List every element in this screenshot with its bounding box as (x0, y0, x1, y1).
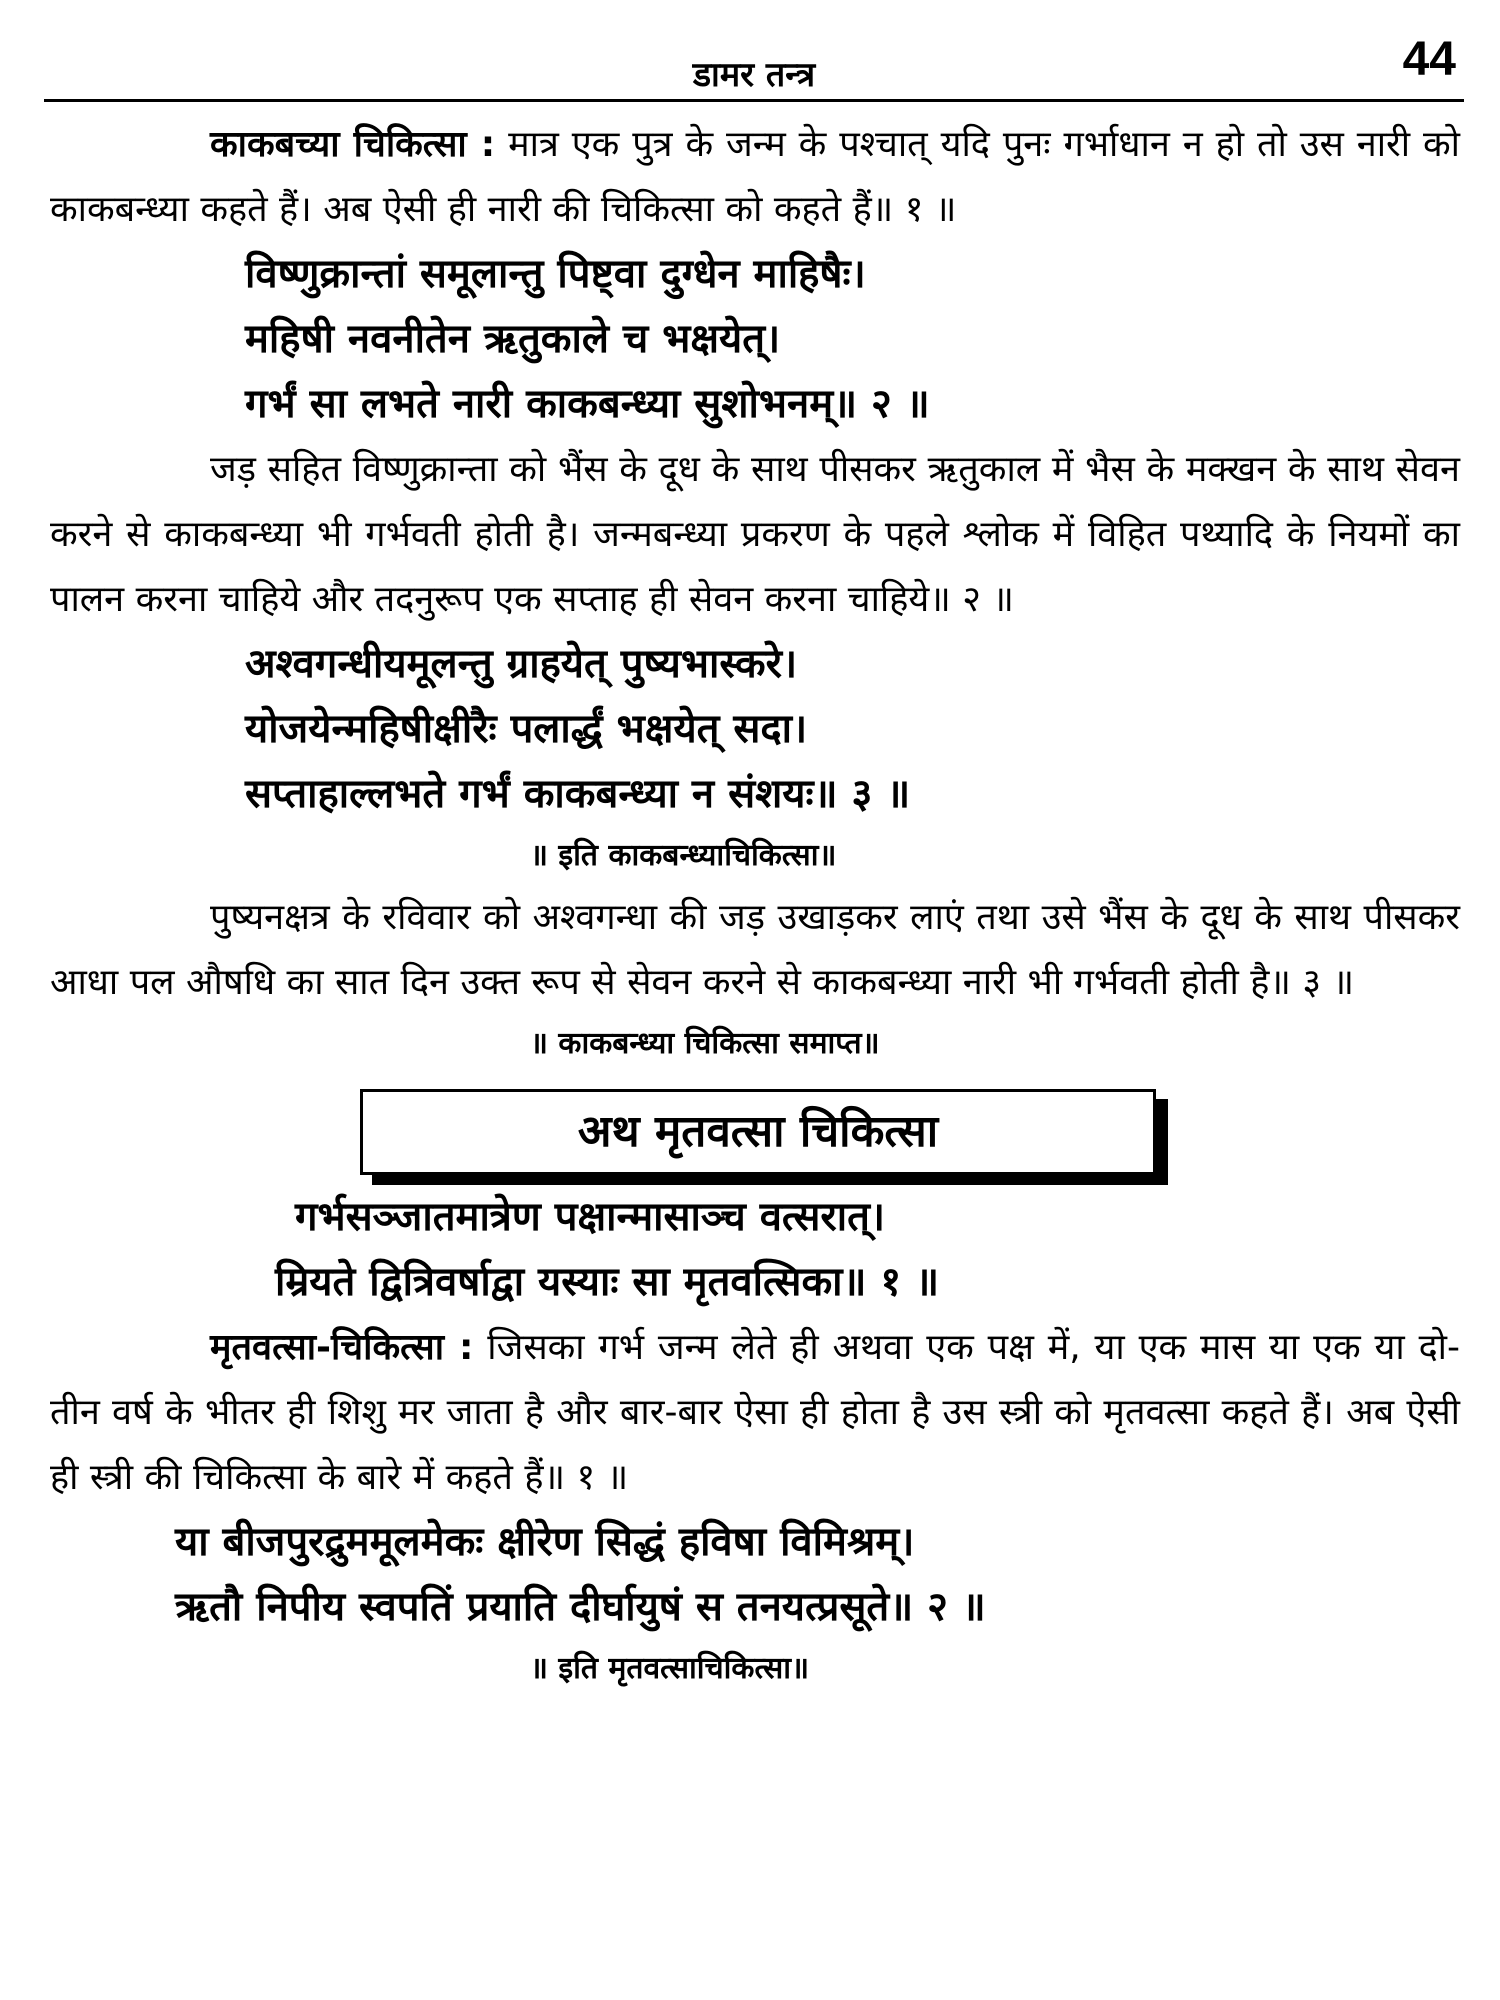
verse-line: अश्वगन्धीयमूलन्तु ग्राहयेत् पुष्यभास्करे। (245, 641, 798, 687)
section-lead: काकबच्या चिकित्सा : (210, 124, 496, 165)
running-title: डामर तन्त्र (692, 55, 816, 95)
verse-line: गर्भं सा लभते नारी काकबन्ध्या सुशोभनम्॥ २ ॥ (245, 381, 930, 427)
verse-line: महिषी नवनीतेन ऋतुकाले च भक्षयेत्। (245, 316, 781, 362)
iti-colophon: ॥ इति काकबन्ध्याचिकित्सा॥ (530, 838, 837, 873)
verse-line: गर्भसञ्जातमात्रेण पक्षान्मासाञ्च वत्सरात्। (295, 1194, 886, 1240)
section-end-colophon: ॥ काकबन्ध्या चिकित्सा समाप्त॥ (530, 1026, 880, 1061)
intro-paragraph-kakabandhya (50, 112, 1460, 242)
commentary-paragraph: पुष्यनक्षत्र के रविवार को अश्वगन्धा की जड़ उखाड़कर लाएं तथा उसे भैंस के दूध के साथ पीसकर आधा पल औषधि का सात दिन उक्त रूप से सेवन करने से काकबन्ध्या नारी भी गर्भवती होती है॥ ३ ॥ (50, 897, 1460, 1003)
intro-text: जिसका गर्भ जन्म लेते ही अथवा एक पक्ष में, या एक मास या एक या दो-तीन वर्ष के भीतर ही शिशु मर जाता है और बार-बार ऐसा ही होता है उस स्त्री को मृतवत्सा कहते हैं। अब ऐसी ही स्त्री की चिकित्सा के बारे में कहते हैं॥ १ ॥ (50, 1327, 1460, 1498)
verse-line: सप्ताहाल्लभते गर्भं काकबन्ध्या न संशयः॥ ३ ॥ (245, 771, 911, 817)
page-header (44, 28, 1464, 102)
section-heading-wrapper (50, 1073, 1460, 1185)
header-rule (44, 99, 1464, 102)
intro-paragraph-mritavatsa (50, 1315, 1460, 1510)
section-lead: मृतवत्सा-चिकित्सा : (210, 1327, 474, 1368)
verse-line: विष्णुक्रान्तां समूलान्तु पिष्ट्वा दुग्धेन माहिषैः। (245, 251, 866, 297)
verse-line: या बीजपुरद्रुममूलमेकः क्षीरेण सिद्धं हविषा विमिश्रम्। (175, 1519, 915, 1565)
iti-colophon: ॥ इति मृतवत्साचिकित्सा॥ (530, 1651, 810, 1686)
verse-line: म्रियते द्वित्रिवर्षाद्वा यस्याः सा मृतवत्सिका॥ १ ॥ (275, 1259, 940, 1305)
page-body (50, 112, 1460, 1698)
verse-line: ऋतौ निपीय स्वपतिं प्रयाति दीर्घायुषं स तनयत्प्रसूते॥ २ ॥ (175, 1584, 986, 1630)
verse-line: योजयेन्महिषीक्षीरैः पलार्द्धं भक्षयेत् सदा। (245, 706, 808, 752)
page-number: 44 (1402, 33, 1456, 86)
intro-text: मात्र एक पुत्र के जन्म के पश्चात् यदि पुनः गर्भाधान न हो तो उस नारी को काकबन्ध्या कहते हैं। अब ऐसी ही नारी की चिकित्सा को कहते हैं॥ १ ॥ (50, 124, 1460, 230)
section-heading-box: अथ मृतवत्सा चिकित्सा (360, 1089, 1156, 1175)
commentary-paragraph: जड़ सहित विष्णुक्रान्ता को भैंस के दूध के साथ पीसकर ऋतुकाल में भैस के मक्खन के साथ सेवन करने से काकबन्ध्या भी गर्भवती होती है। जन्मबन्ध्या प्रकरण के पहले श्लोक में विहित पथ्यादि के नियमों का पालन करना चाहिये और तदनुरूप एक सप्ताह ही सेवन करना चाहिये॥ २ ॥ (50, 449, 1460, 620)
